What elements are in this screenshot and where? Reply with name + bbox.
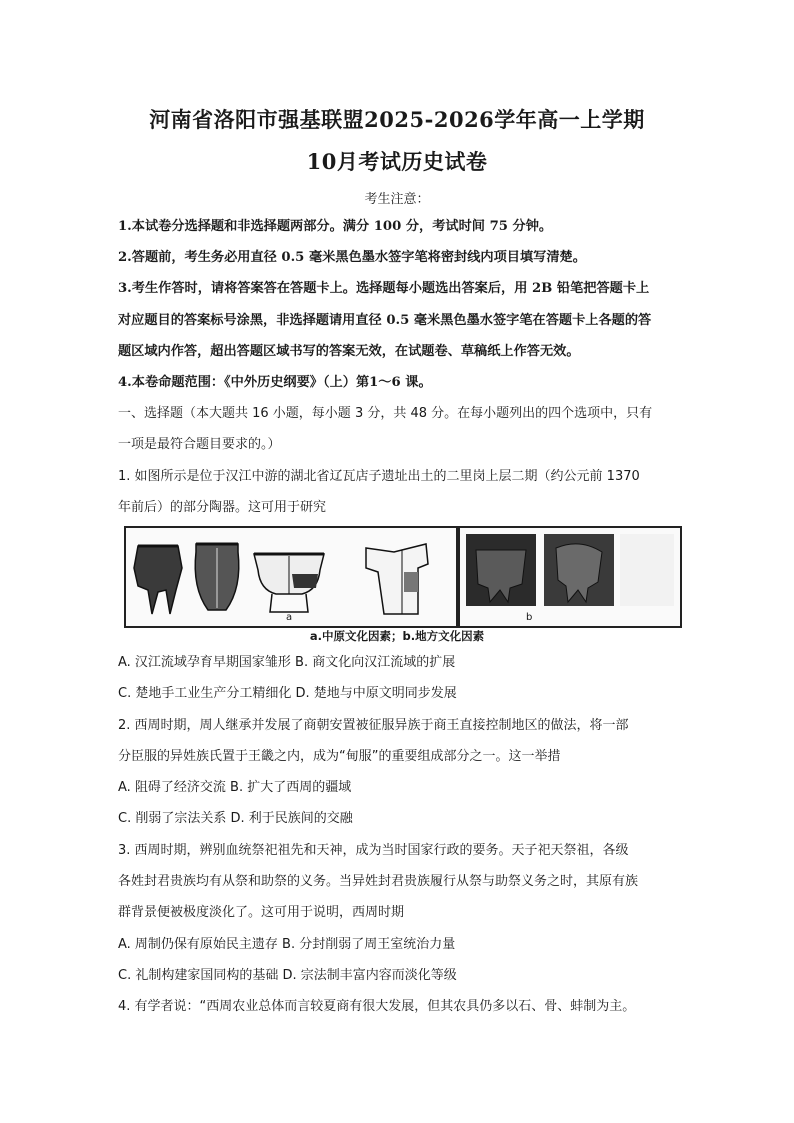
q2-stem-cont: 分臣服的异姓族氏置于王畿之内，成为“甸服”的重要组成部分之一。这一举措 <box>118 749 561 764</box>
figure-panel-b <box>458 526 682 628</box>
figure-caption: a.中原文化因素；b.地方文化因素 <box>309 629 485 643</box>
notice-item-2: 2.答题前，考生务必用直径 0.5 毫米黑色墨水签字笔将密封线内项目填写清楚。 <box>118 250 586 265</box>
notice-heading: 考生注意： <box>364 192 430 207</box>
q3-options-cd: C. 礼制构建家国同构的基础 D. 宗法制丰富内容而淡化等级 <box>118 968 457 983</box>
local-pottery-photos <box>460 528 680 626</box>
exam-title-line2: 10月考试历史试卷 <box>306 149 488 174</box>
exam-title-line1: 河南省洛阳市强基联盟2025-2026学年高一上学期 <box>149 107 645 132</box>
q3-options-ab: A. 周制仍保有原始民主遗存 B. 分封削弱了周王室统治力量 <box>118 937 456 952</box>
q1-options-cd: C. 楚地手工业生产分工精细化 D. 楚地与中原文明同步发展 <box>118 686 457 701</box>
notice-item-4: 4.本卷命题范围：《中外历史纲要》（上）第1～6 课。 <box>118 375 432 390</box>
notice-item-3: 3.考生作答时，请将答案答在答题卡上。选择题每小题选出答案后，用 2B 铅笔把答题卡上 <box>118 281 650 296</box>
section-heading-cont: 一项是最符合题目要求的。） <box>118 437 281 452</box>
q4-stem: 4. 有学者说：“西周农业总体而言较夏商有很大发展，但其农具仍多以石、骨、蚌制为主。 <box>118 999 636 1014</box>
notice-item-1: 1.本试卷分选择题和非选择题两部分。满分 100 分，考试时间 75 分钟。 <box>118 219 553 234</box>
q1-stem-cont: 年前后）的部分陶器。这可用于研究 <box>118 500 327 515</box>
pottery-figure <box>124 526 680 626</box>
notice-item-3-cont1: 对应题目的答案标号涂黑，非选择题请用直径 0.5 毫米黑色墨水签字笔在答题卡上各题的答 <box>118 313 652 328</box>
q3-stem-cont2: 群背景便被极度淡化了。这可用于说明，西周时期 <box>118 905 405 920</box>
q3-stem-cont1: 各姓封君贵族均有从祭和助祭的义务。当异姓封君贵族履行从祭与助祭义务之时，其原有族 <box>118 874 639 889</box>
figure-label-a: a <box>286 612 293 623</box>
q2-options-ab: A. 阻碍了经济交流 B. 扩大了西周的疆域 <box>118 780 352 795</box>
notice-item-3-cont2: 题区域内作答，超出答题区域书写的答案无效，在试题卷、草稿纸上作答无效。 <box>118 344 580 359</box>
figure-panel-a <box>124 526 458 628</box>
q2-options-cd: C. 削弱了宗法关系 D. 利于民族间的交融 <box>118 811 353 826</box>
q1-stem: 1. 如图所示是位于汉江中游的湖北省辽瓦店子遗址出土的二里岗上层二期（约公元前 1370 <box>118 469 640 484</box>
section-heading: 一、选择题（本大题共 16 小题，每小题 3 分，共 48 分。在每小题列出的四个选项中，只有 <box>118 406 653 421</box>
q1-options-ab: A. 汉江流域孕育早期国家雏形 B. 商文化向汉江流域的扩展 <box>118 655 456 670</box>
figure-label-b: b <box>526 612 533 623</box>
q2-stem: 2. 西周时期，周人继承并发展了商朝安置被征服异族于商王直接控制地区的做法，将一部 <box>118 718 629 733</box>
q3-stem: 3. 西周时期，辨别血统祭祀祖先和天神，成为当时国家行政的要务。天子祀天祭祖，各级 <box>118 843 629 858</box>
